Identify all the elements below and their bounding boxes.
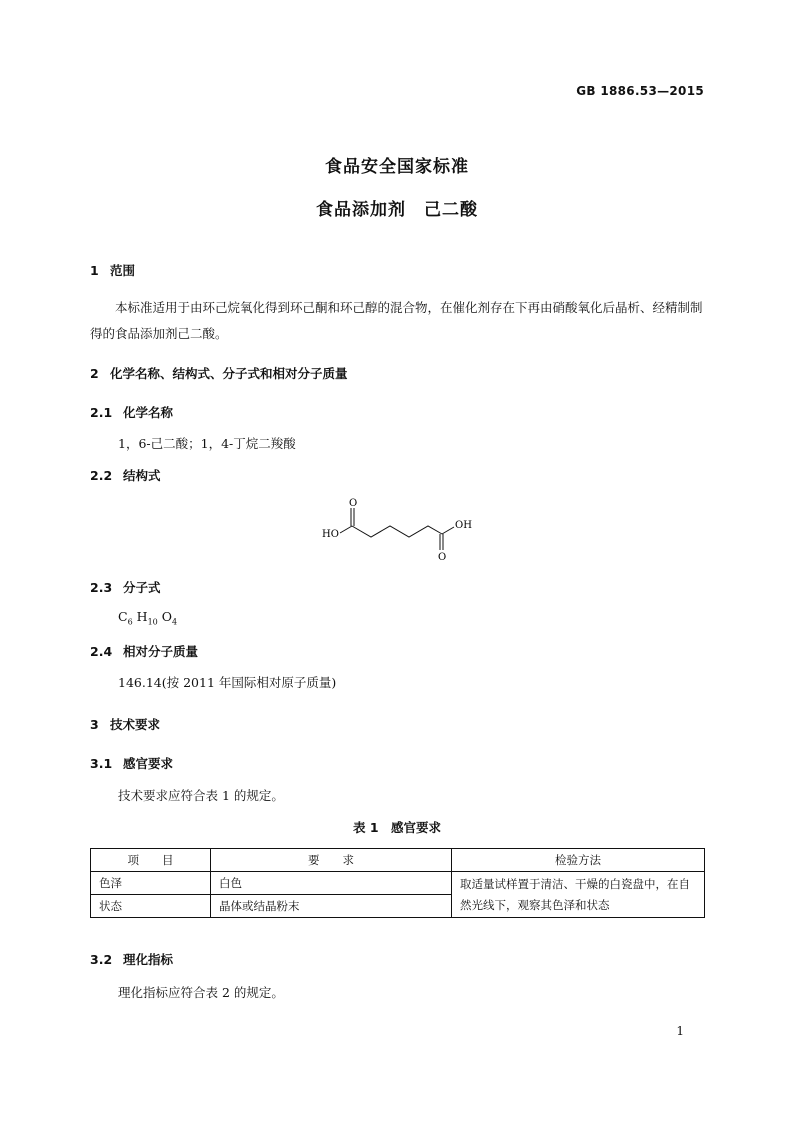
chemical-name-text: 1，6-己二酸；1，4-丁烷二羧酸 (118, 436, 296, 451)
cell-method: 取适量试样置于清洁、干燥的白瓷盘中，在自然光线下，观察其色泽和状态 (452, 872, 705, 918)
subsection-title: 相对分子质量 (123, 644, 199, 659)
cell-requirement: 白色 (211, 872, 452, 895)
section-2-heading (90, 364, 348, 382)
section-number: 1 (90, 263, 99, 278)
subsection-number: 2.4 (90, 644, 113, 659)
subsection-title: 结构式 (123, 468, 161, 483)
subsection-number: 2.3 (90, 580, 113, 595)
document-title: 食品安全国家标准 (325, 157, 469, 177)
section-2-1-heading (90, 403, 173, 421)
hydrogen-count: 10 (147, 617, 158, 627)
table-1-caption: 表 1 感官要求 (352, 820, 442, 835)
subsection-title: 理化指标 (123, 952, 174, 967)
oxygen-label-top: O (349, 498, 358, 509)
subsection-number: 2.2 (90, 468, 113, 483)
section-number: 3 (90, 717, 99, 732)
element-carbon: C (118, 609, 128, 624)
section-2-4-heading (90, 642, 198, 660)
cell-requirement: 晶体或结晶粉末 (211, 895, 452, 918)
table-header-row (91, 849, 705, 872)
cell-item: 状态 (91, 895, 211, 918)
hydroxyl-label-right: OH (455, 520, 472, 531)
section-3-2-heading (90, 950, 173, 968)
section-1-paragraph (90, 295, 704, 347)
molecular-formula (118, 609, 177, 627)
header-item: 项 目 (91, 849, 211, 872)
subsection-title: 分子式 (123, 580, 161, 595)
section-title: 范围 (110, 263, 136, 278)
standard-number: GB 1886.53—2015 (576, 84, 704, 98)
element-hydrogen: H (136, 609, 148, 624)
physicochemical-text: 理化指标应符合表 2 的规定。 (118, 985, 284, 1000)
section-2-3-heading (90, 578, 161, 596)
molecular-mass-text: 146.14(按 2011 年国际相对原子质量) (118, 675, 337, 690)
subsection-number: 3.2 (90, 952, 113, 967)
header-requirement: 要 求 (211, 849, 452, 872)
element-oxygen: O (161, 609, 172, 624)
hydroxyl-label-left: HO (322, 529, 339, 540)
paragraph-text: 本标准适用于由环己烷氧化得到环己酮和环己醇的混合物，在催化剂存在下再由硝酸氧化后晶析、经精制制得的食品添加剂己二酸。 (90, 300, 703, 341)
subsection-number: 3.1 (90, 756, 113, 771)
subsection-title: 化学名称 (123, 405, 174, 420)
cell-item: 色泽 (91, 872, 211, 895)
carbon-count: 6 (127, 617, 133, 627)
section-1-heading (90, 261, 135, 279)
section-number: 2 (90, 366, 99, 381)
structural-formula (318, 492, 478, 562)
document-subtitle: 食品添加剂 己二酸 (316, 200, 478, 220)
subsection-title: 感官要求 (123, 756, 174, 771)
section-title: 化学名称、结构式、分子式和相对分子质量 (110, 366, 348, 381)
section-title: 技术要求 (110, 717, 161, 732)
table-row (91, 872, 705, 895)
oxygen-count: 4 (171, 617, 178, 627)
sensory-requirements-table (90, 848, 705, 918)
section-3-heading (90, 715, 160, 733)
subsection-number: 2.1 (90, 405, 113, 420)
sensory-requirements-text: 技术要求应符合表 1 的规定。 (118, 788, 284, 803)
header-method: 检验方法 (452, 849, 705, 872)
section-2-2-heading (90, 466, 161, 484)
page-number: 1 (676, 1024, 684, 1038)
section-3-1-heading (90, 754, 173, 772)
oxygen-label-bottom: O (438, 552, 447, 562)
